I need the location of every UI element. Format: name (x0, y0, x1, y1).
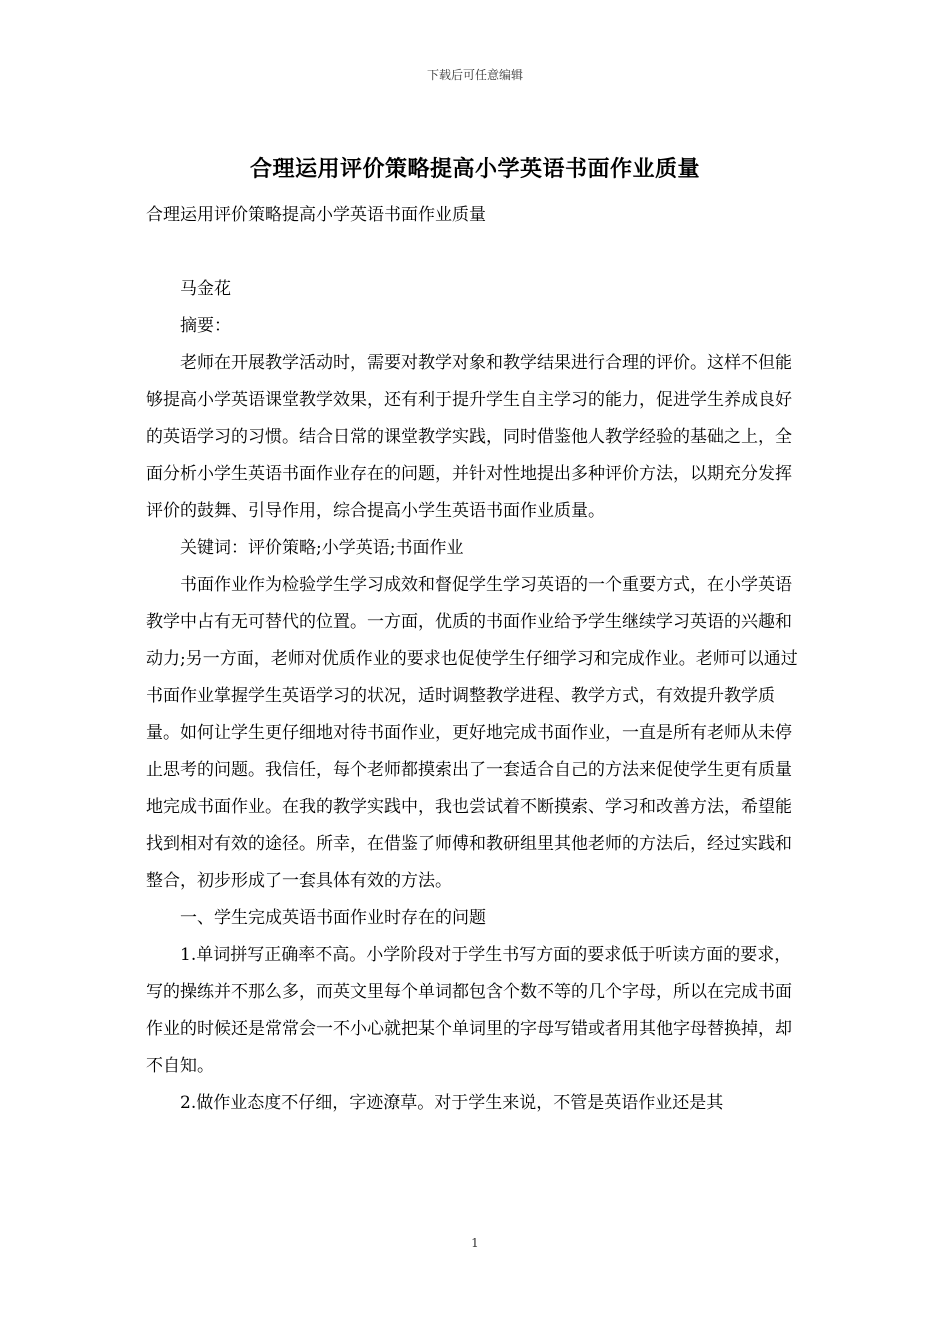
keywords-line: 关键词：评价策略;小学英语;书面作业 (180, 538, 464, 558)
point-paragraph-1: 1.单词拼写正确率不高。小学阶段对于学生书写方面的要求低于听读方面的要求，写的操练并不那么多，而英文里每个单词都包含个数不等的几个字母，所以在完成书面作业的时候还是常常会一不小心就把某个单词里的字母写错或者用其他字母替换掉，却不自知。 (146, 945, 792, 1076)
intro-paragraph: 书面作业作为检验学生学习成效和督促学生学习英语的一个重要方式，在小学英语教学中占有无可替代的位置。一方面，优质的书面作业给予学生继续学习英语的兴趣和动力;另一方面，老师对优质作业的要求也促使学生仔细学习和完成作业。老师可以通过书面作业掌握学生英语学习的状况，适时调整教学进程、教学方式，有效提升教学质量。如何让学生更仔细地对待书面作业，更好地完成书面作业，一直是所有老师从未停止思考的问题。我信任，每个老师都摸索出了一套适合自己的方法来促使学生更有质量地完成书面作业。在我的教学实践中，我也尝试着不断摸索、学习和改善方法，希望能找到相对有效的途径。所幸，在借鉴了师傅和教研组里其他老师的方法后，经过实践和整合，初步形成了一套具体有效的方法。 (146, 575, 798, 891)
document-subtitle: 合理运用评价策略提高小学英语书面作业质量 (146, 205, 486, 225)
blank-line (146, 234, 806, 271)
page-header: 下载后可任意编辑 (426, 68, 523, 82)
abstract-paragraph: 老师在开展教学活动时，需要对教学对象和教学结果进行合理的评价。这样不但能够提高小学英语课堂教学效果，还有利于提升学生自主学习的能力，促进学生养成良好的英语学习的习惯。结合日常的课堂教学实践，同时借鉴他人教学经验的基础之上，全面分析小学生英语书面作业存在的问题，并针对性地提出多种评价方法，以期充分发挥评价的鼓舞、引导作用，综合提高小学生英语书面作业质量。 (146, 353, 792, 521)
document-body (146, 197, 806, 1122)
author-name: 马金花 (180, 279, 231, 299)
abstract-label: 摘要： (180, 316, 231, 336)
point-paragraph-2: 2.做作业态度不仔细，字迹潦草。对于学生来说，不管是英语作业还是其 (180, 1093, 724, 1113)
document-title: 合理运用评价策略提高小学英语书面作业质量 (249, 156, 700, 182)
page-number: 1 (471, 1236, 479, 1250)
section-heading: 一、学生完成英语书面作业时存在的问题 (180, 908, 486, 928)
